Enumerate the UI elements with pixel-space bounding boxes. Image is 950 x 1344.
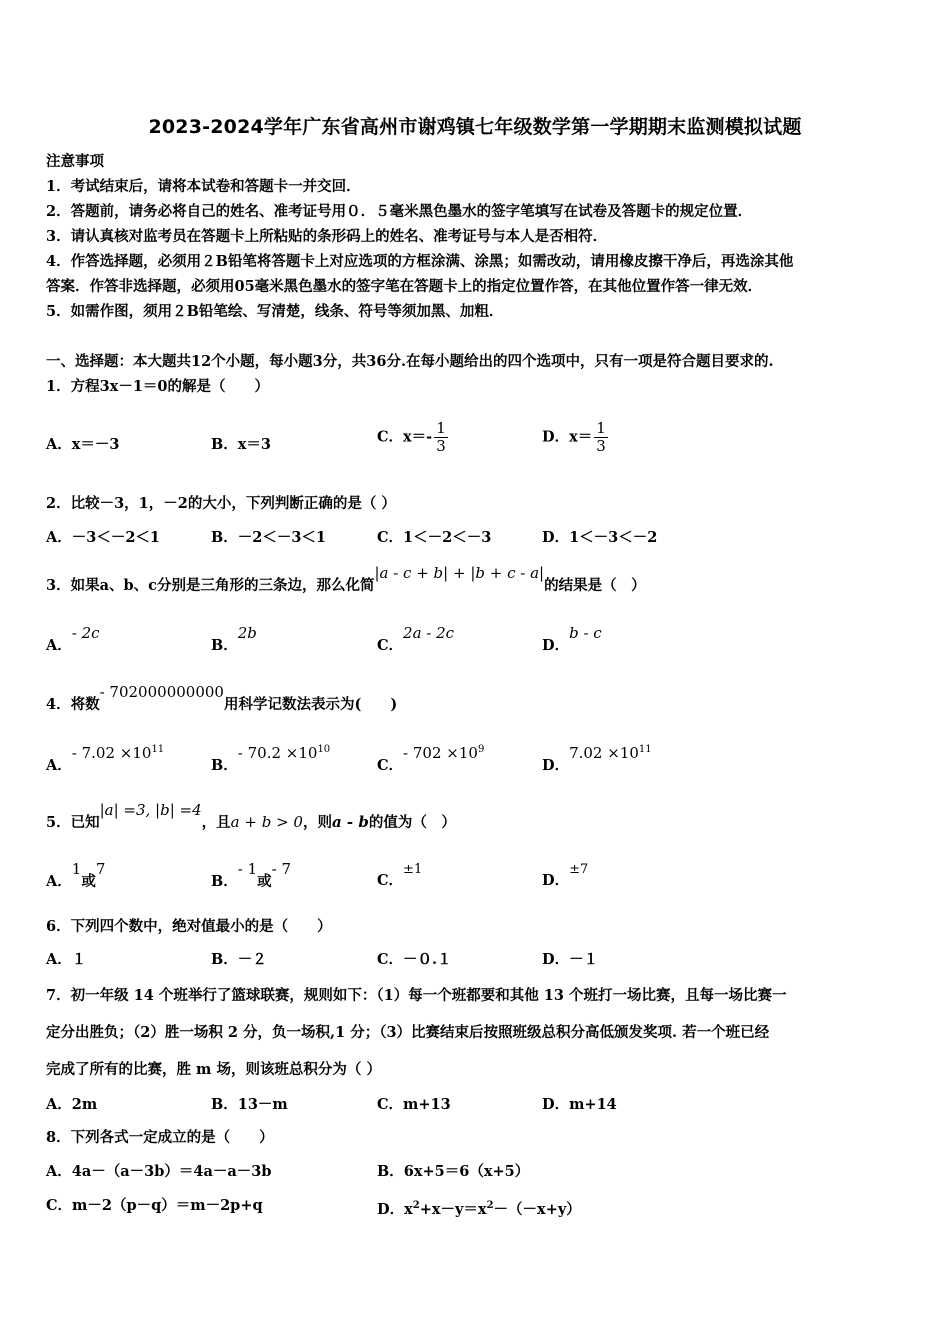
exponent: 2 (412, 1200, 420, 1211)
q7-option-b: B．13－m (211, 1096, 288, 1113)
notice-item-5: 5．如需作图，须用２B铅笔绘、写清楚，线条、符号等须加黑、加粗． (46, 303, 504, 320)
sci-exponent: 10 (317, 744, 331, 755)
q3-option-b (211, 624, 257, 656)
q6-option-b: B．－２ (211, 951, 267, 968)
q3-option-a (46, 624, 100, 656)
fraction-denominator: 3 (436, 437, 446, 455)
option-label: A． (46, 637, 72, 654)
option-label: B． (211, 757, 238, 774)
q5-option-d (542, 862, 589, 892)
q7-option-d: D．m+14 (542, 1096, 617, 1113)
notice-item-3: 3．请认真核对监考员在答题卡上所粘贴的条形码上的姓名、准考证号与本人是否相符． (46, 228, 608, 245)
question-1-stem: 1．方程3x－1＝0的解是（ ） (46, 378, 270, 395)
q5-option-b (211, 860, 292, 892)
q7-option-a: A．2m (46, 1096, 98, 1113)
q1-option-c-label: C．x＝- (377, 428, 433, 446)
q5-stem-text: ，且 (201, 814, 231, 831)
q5-condition-1: |a| =3, |b| =4 (99, 801, 202, 819)
q4-option-c (377, 744, 485, 776)
q8-d-text: D．x (377, 1200, 413, 1218)
fraction-numerator: 1 (436, 419, 446, 437)
sci-exponent: 11 (638, 744, 652, 755)
q5-value: - 7 (271, 860, 292, 878)
q4-option-a-expr (72, 744, 164, 762)
question-5-stem (46, 801, 456, 833)
q4-stem-text: 4．将数 (46, 696, 100, 713)
q8-option-b: B．6x+5＝6（x+5） (377, 1163, 530, 1180)
question-7-line-3: 完成了所有的比赛，胜 m 场，则该班总积分为（ ） (46, 1061, 381, 1078)
notice-heading: 注意事项 (46, 153, 104, 170)
q5-option-c (377, 862, 423, 892)
option-label: C． (377, 872, 404, 889)
q3-option-a-expr: - 2c (71, 624, 100, 642)
q3-option-d-expr: b - c (569, 624, 602, 642)
question-2-stem: 2．比较－3，1，－2的大小，下列判断正确的是（ ） (46, 495, 396, 512)
q3-option-c (377, 624, 455, 656)
q8-d-text: +x－y＝x (419, 1200, 487, 1218)
sci-base: 7.02 ×10 (569, 744, 639, 762)
notice-item-4: 4．作答选择题，必须用２B铅笔将答题卡上对应选项的方框涂满、涂黑；如需改动，请用橡皮擦干净后，再选涂其他 (46, 253, 794, 270)
q5-option-a (46, 860, 106, 892)
q1-option-d-fraction (594, 420, 608, 455)
sci-exponent: 11 (151, 744, 165, 755)
q8-option-d (377, 1196, 581, 1220)
q3-option-b-expr: 2b (237, 624, 257, 642)
option-label: C． (377, 637, 404, 654)
q4-option-c-expr (403, 744, 484, 762)
option-label: A． (46, 757, 72, 774)
option-label: D． (542, 637, 570, 654)
exam-title: 2023-2024学年广东省高州市谢鸡镇七年级数学第一学期期末监测模拟试题 (148, 116, 802, 138)
q4-option-b-expr (238, 744, 330, 762)
option-label: C． (377, 757, 404, 774)
option-label: D． (542, 872, 570, 889)
q5-value: 7 (95, 860, 106, 878)
q5-stem-text: 5．已知 (46, 814, 100, 831)
q3-option-c-expr: 2a - 2c (403, 624, 455, 642)
q4-stem-suffix: 用科学记数法表示为( ) (223, 696, 398, 713)
exponent: 2 (486, 1200, 494, 1211)
q1-option-a: A．x＝－3 (46, 436, 120, 453)
q8-option-c: C．m－2（p－q）＝m－2p+q (46, 1197, 263, 1214)
q3-option-d (542, 624, 602, 656)
q6-option-a: A．１ (46, 951, 87, 968)
q2-option-c: C．1＜－2＜－3 (377, 529, 492, 546)
q5-expression: a - b (331, 813, 369, 831)
option-label: A． (46, 873, 72, 890)
q4-option-d (542, 744, 652, 776)
sci-base: - 70.2 ×10 (237, 744, 318, 762)
question-7-line-2: 定分出胜负；（2）胜一场积 2 分，负一场积,1 分；（3）比赛结束后按照班级总积分高低颁发奖项. 若一个班已经 (46, 1024, 770, 1041)
sci-base: - 702 ×10 (403, 744, 478, 762)
q4-option-a (46, 744, 165, 776)
or-word: 或 (81, 873, 96, 890)
q5-value: ±7 (569, 862, 589, 877)
fraction-numerator: 1 (596, 419, 606, 437)
q4-option-b (211, 744, 331, 776)
q5-condition-2: a + b > 0 (230, 813, 303, 831)
q1-option-c-fraction (434, 420, 448, 455)
q2-option-b: B．－2＜－3＜1 (211, 529, 327, 546)
q1-option-c (377, 420, 448, 455)
notice-item-1: 1．考试结束后，请将本试卷和答题卡一并交回． (46, 178, 361, 195)
q2-option-a: A．－3＜－2＜1 (46, 529, 161, 546)
option-label: D． (542, 757, 570, 774)
q4-number: - 702000000000 (99, 683, 224, 701)
question-4-stem (46, 683, 398, 715)
q5-value: 1 (71, 860, 82, 878)
q4-option-d-expr (569, 744, 652, 762)
question-3-stem (46, 564, 646, 596)
notice-item-2: 2．答题前，请务必将自己的姓名、准考证号用０．５毫米黑色墨水的签字笔填写在试卷及答题卡的规定位置． (46, 203, 753, 220)
q6-option-c: C．－０.１ (377, 951, 452, 968)
q7-option-c: C．m+13 (377, 1096, 451, 1113)
sci-base: - 7.02 ×10 (71, 744, 152, 762)
q8-option-a: A．4a－（a－3b）＝4a－a－3b (46, 1163, 272, 1180)
option-label: B． (211, 873, 238, 890)
or-word: 或 (257, 873, 272, 890)
q2-option-d: D．1＜－3＜－2 (542, 529, 658, 546)
q1-option-d-label: D．x＝ (542, 428, 593, 446)
question-6-stem: 6．下列四个数中，绝对值最小的是（ ） (46, 918, 332, 935)
question-7-line-1: 7．初一年级 14 个班举行了篮球联赛，规则如下：（1）每一个班都要和其他 13 个班打一场比赛，且每一场比赛一 (46, 987, 787, 1004)
fraction-denominator: 3 (596, 437, 606, 455)
q5-stem-suffix: 的值为（ ） (368, 814, 456, 831)
q5-value: ±1 (403, 862, 423, 877)
notice-item-4-cont: 答案．作答非选择题，必须用05毫米黑色墨水的签字笔在答题卡上的指定位置作答，在其他位置作答一律无效． (46, 278, 763, 295)
q5-stem-text: ，则 (302, 814, 332, 831)
section-heading: 一、选择题：本大题共12个小题，每小题3分，共36分.在每小题给出的四个选项中，只有一项是符合题目要求的. (46, 353, 774, 370)
q6-option-d: D．－１ (542, 951, 599, 968)
q8-d-text: －（－x+y） (493, 1200, 581, 1218)
q1-option-d (542, 420, 608, 455)
q1-option-b: B．x＝3 (211, 436, 271, 453)
sci-exponent: 9 (477, 744, 485, 755)
q3-stem-suffix: 的结果是（ ） (544, 577, 646, 594)
q3-stem-text: 3．如果a、b、c分别是三角形的三条边，那么化简 (46, 577, 375, 594)
question-8-stem: 8．下列各式一定成立的是（ ） (46, 1129, 274, 1146)
option-label: B． (211, 637, 238, 654)
q3-expression: |a - c + b| + |b + c - a| (374, 564, 545, 582)
q5-value: - 1 (237, 860, 258, 878)
